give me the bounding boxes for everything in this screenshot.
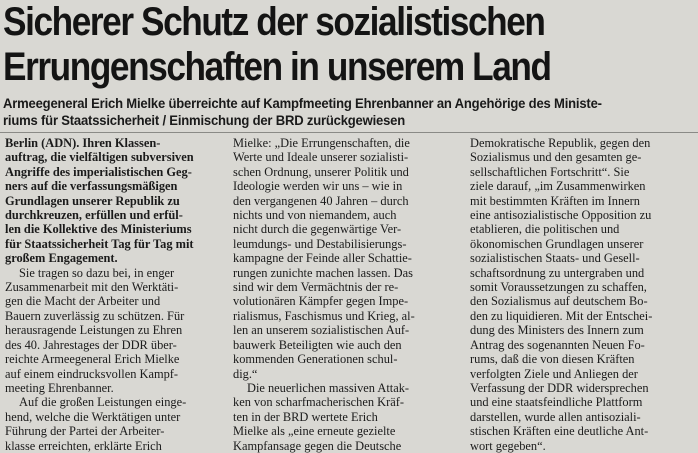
text-line: nicht durch die gegenwärtige Ver- — [233, 222, 402, 237]
text-line: Werte und Ideale unserer sozialisti- — [233, 150, 409, 165]
text-line: Die neuerlichen massiven Attak- — [247, 380, 410, 395]
body-paragraph — [5, 266, 194, 453]
text-line: klasse erreichten, erklärte Erich — [5, 438, 162, 453]
text-line: etablieren, die politischen und — [470, 222, 620, 237]
text-line: dung des Ministers des Innern zum — [470, 323, 644, 338]
lead-paragraph — [5, 136, 194, 266]
text-line: kampagne der Feinde aller Schattie- — [233, 251, 412, 266]
text-line: Antrag des sogenannten Neuen Fo- — [470, 337, 645, 352]
text-line: ners auf die verfassungsmäßigen — [5, 179, 178, 194]
text-line: meeting Ehrenbanner. — [5, 380, 114, 395]
text-line: bauwerk Beteiligten wie auch den — [233, 337, 402, 352]
text-line: rungen zunichte machen lassen. Das — [233, 265, 413, 280]
text-line: sozialistischen Staats- und Gesell- — [470, 251, 640, 266]
text-line: leumdungs- und Destabilisierungs- — [233, 236, 407, 251]
headline-line: Errungenschaften in unserem Land — [3, 45, 551, 89]
text-line: rialismus, Faschismus und Krieg, al- — [233, 308, 415, 323]
text-line: den vergangenen 40 Jahren – durch — [233, 193, 409, 208]
text-line: für Staatssicherheit Tag für Tag mit — [5, 236, 194, 251]
text-line: Führung der Partei der Arbeiter- — [5, 424, 165, 439]
text-line: Kampfansage gegen die Deutsche — [233, 438, 402, 453]
text-line: auf einem eindrucksvollen Kampf- — [5, 366, 179, 381]
subheadline — [3, 95, 671, 129]
text-line: und eine staatsfeindliche Plattform — [470, 395, 643, 410]
article-column-1 — [5, 136, 194, 453]
text-line: Verfassung der DDR widersprechen — [470, 380, 649, 395]
text-line: großem Engagement. — [5, 251, 118, 266]
subheadline-line: riums für Staatssicherheit / Einmischung der BRD zurückgewiesen — [3, 113, 405, 128]
text-line: sind wir dem Vermächtnis der re- — [233, 280, 399, 295]
text-line: len die Kollektive des Ministeriums — [5, 222, 192, 237]
headline — [3, 0, 551, 90]
article-column-2 — [233, 136, 415, 453]
subheadline-line: Armeegeneral Erich Mielke überreichte auf Kampfmeeting Ehrenbanner an Angehörige des Ministe- — [3, 96, 602, 111]
text-line: sellschaftlichen Fortschritt“. Sie — [470, 164, 630, 179]
text-line: Sie tragen so dazu bei, in enger — [19, 265, 175, 280]
text-line: Berlin (ADN). Ihren Klassen- — [5, 136, 161, 150]
text-line: Zusammenarbeit mit den Werktäti- — [5, 280, 179, 295]
text-line: schen Ordnung, unserer Politik und — [233, 164, 409, 179]
divider — [0, 132, 698, 133]
text-line: mit bestimmten Kräften im Innern — [470, 193, 640, 208]
article-column-3 — [470, 136, 652, 453]
text-line: Demokratische Republik, gegen den — [470, 136, 651, 150]
text-line: hend, welche die Werktätigen unter — [5, 409, 181, 424]
text-line: volutionären Kämpfer gegen Impe- — [233, 294, 409, 309]
text-line: kommenden Generationen schul- — [233, 352, 398, 367]
text-line: des 40. Jahrestages der DDR über- — [5, 337, 177, 352]
text-line: ten in der BRD wertete Erich — [233, 409, 378, 424]
text-line: len an unserem sozialistischen Auf- — [233, 323, 410, 338]
text-line: stischen Kräften eine deutliche Ant- — [470, 424, 649, 439]
text-line: Sozialismus und den gesamten ge- — [470, 150, 642, 165]
text-line: Ideologie werden wir uns – wie in — [233, 179, 403, 194]
text-line: verfolgten Ziele und Anliegen der — [470, 366, 638, 381]
text-line: dig.“ — [233, 366, 258, 381]
text-line: herausragende Leistungen zu Ehren — [5, 323, 183, 338]
text-line: durchkreuzen, erfüllen und erfül- — [5, 208, 183, 223]
text-line: somit Voraussetzungen zu schaffen, — [470, 280, 647, 295]
text-line: darstellen, wurde allen antisoziali- — [470, 409, 641, 424]
text-line: auftrag, die vielfältigen subversiven — [5, 150, 194, 165]
text-line: ken von scharfmacherischen Kräf- — [233, 395, 404, 410]
text-line: ökonomischen Grundlagen unserer — [470, 236, 644, 251]
text-line: Mielke als „eine erneute gezielte — [233, 424, 396, 439]
text-line: ziele darauf, „im Zusammenwirken — [470, 179, 646, 194]
text-line: reichte Armeegeneral Erich Mielke — [5, 352, 180, 367]
text-line: Bauern zuverlässig zu schützen. Für — [5, 308, 185, 323]
text-line: den Sozialismus auf deutschem Bo- — [470, 294, 648, 309]
text-line: Auf die großen Leistungen einge- — [19, 395, 187, 410]
text-line: schaftsordnung zu untergraben und — [470, 265, 645, 280]
text-line: eine antisozialistische Opposition zu — [470, 208, 652, 223]
text-line: Angriffe des imperialistischen Geg- — [5, 164, 192, 179]
text-line: Grundlagen unserer Republik zu — [5, 193, 180, 208]
text-line: Mielke: „Die Errungenschaften, die — [233, 136, 410, 150]
headline-line: Sicherer Schutz der sozialistischen — [3, 0, 545, 44]
text-line: wort gegeben“. — [470, 438, 546, 453]
text-line: rums, daß die von diesen Kräften — [470, 352, 635, 367]
text-line: gen die Macht der Arbeiter und — [5, 294, 161, 309]
text-line: nichts und von niemandem, auch — [233, 208, 397, 223]
text-line: den zu liquidieren. Mit der Entschei- — [470, 308, 653, 323]
